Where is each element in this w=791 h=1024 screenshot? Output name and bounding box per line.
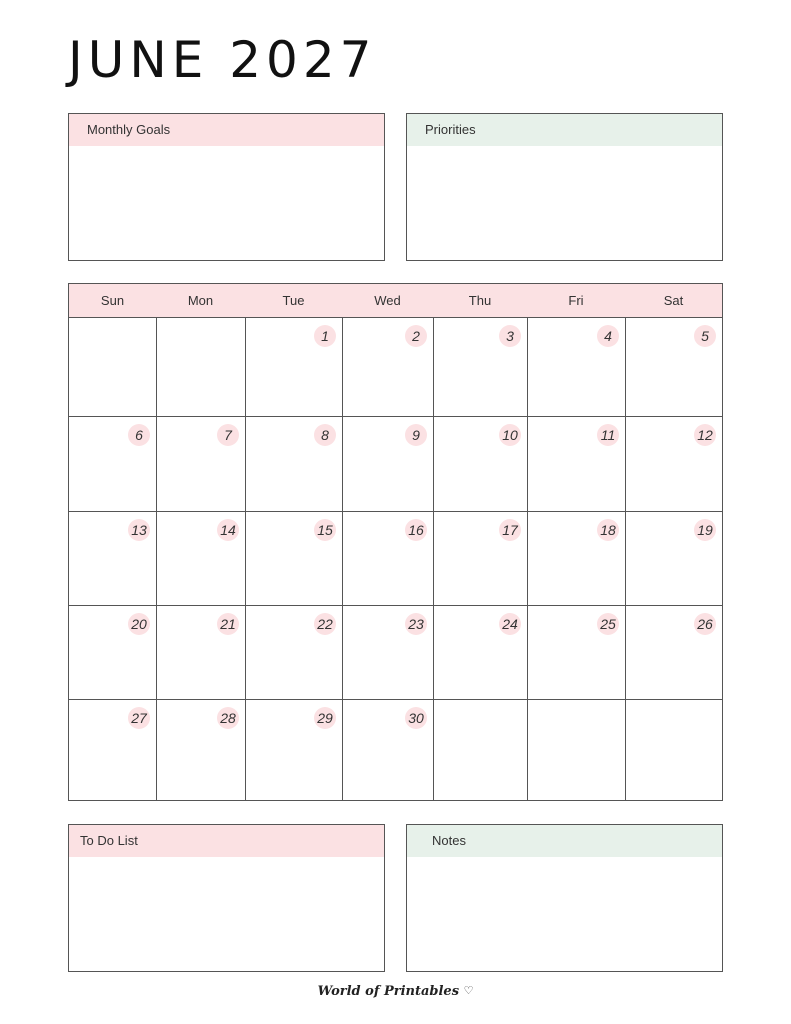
page-title: JUNE 2027 [68, 31, 377, 89]
monthly-goals-header: Monthly Goals [69, 114, 384, 146]
date-30[interactable]: 30 [405, 707, 427, 729]
footer-brand: World of Printables [317, 984, 460, 999]
weekday-tue: Tue [282, 293, 305, 308]
date-29[interactable]: 29 [314, 707, 336, 729]
date-23[interactable]: 23 [405, 613, 427, 635]
date-27[interactable]: 27 [128, 707, 150, 729]
grid-row-divider [69, 511, 722, 512]
weekday-header-row [69, 284, 722, 318]
date-21[interactable]: 21 [217, 613, 239, 635]
date-26[interactable]: 26 [694, 613, 716, 635]
date-24[interactable]: 24 [499, 613, 521, 635]
date-9[interactable]: 9 [405, 424, 427, 446]
grid-column-divider [625, 317, 626, 800]
grid-row-divider [69, 416, 722, 417]
date-19[interactable]: 19 [694, 519, 716, 541]
date-3[interactable]: 3 [499, 325, 521, 347]
date-7[interactable]: 7 [217, 424, 239, 446]
weekday-mon: Mon [187, 293, 214, 308]
todo-list-box[interactable] [68, 824, 385, 972]
date-14[interactable]: 14 [217, 519, 239, 541]
date-11[interactable]: 11 [597, 424, 619, 446]
date-17[interactable]: 17 [499, 519, 521, 541]
notes-header: Notes [407, 825, 722, 857]
date-8[interactable]: 8 [314, 424, 336, 446]
weekday-sat: Sat [663, 293, 684, 308]
date-25[interactable]: 25 [597, 613, 619, 635]
date-28[interactable]: 28 [217, 707, 239, 729]
notes-box[interactable] [406, 824, 723, 972]
weekday-sun: Sun [100, 293, 125, 308]
weekday-wed: Wed [374, 293, 401, 308]
grid-column-divider [245, 317, 246, 800]
date-16[interactable]: 16 [405, 519, 427, 541]
date-20[interactable]: 20 [128, 613, 150, 635]
date-15[interactable]: 15 [314, 519, 336, 541]
weekday-thu: Thu [468, 293, 492, 308]
date-6[interactable]: 6 [128, 424, 150, 446]
grid-column-divider [156, 317, 157, 800]
date-10[interactable]: 10 [499, 424, 521, 446]
footer-logo [0, 984, 791, 999]
priorities-box[interactable] [406, 113, 723, 261]
date-13[interactable]: 13 [128, 519, 150, 541]
weekday-fri: Fri [568, 293, 584, 308]
date-4[interactable]: 4 [597, 325, 619, 347]
priorities-header: Priorities [407, 114, 722, 146]
date-18[interactable]: 18 [597, 519, 619, 541]
calendar-grid [68, 283, 723, 801]
heart-icon: ♡ [463, 984, 474, 997]
grid-column-divider [527, 317, 528, 800]
date-5[interactable]: 5 [694, 325, 716, 347]
todo-list-header: To Do List [69, 825, 384, 857]
grid-column-divider [433, 317, 434, 800]
monthly-goals-box[interactable] [68, 113, 385, 261]
date-12[interactable]: 12 [694, 424, 716, 446]
grid-row-divider [69, 605, 722, 606]
date-22[interactable]: 22 [314, 613, 336, 635]
grid-row-divider [69, 699, 722, 700]
grid-column-divider [342, 317, 343, 800]
date-2[interactable]: 2 [405, 325, 427, 347]
date-1[interactable]: 1 [314, 325, 336, 347]
